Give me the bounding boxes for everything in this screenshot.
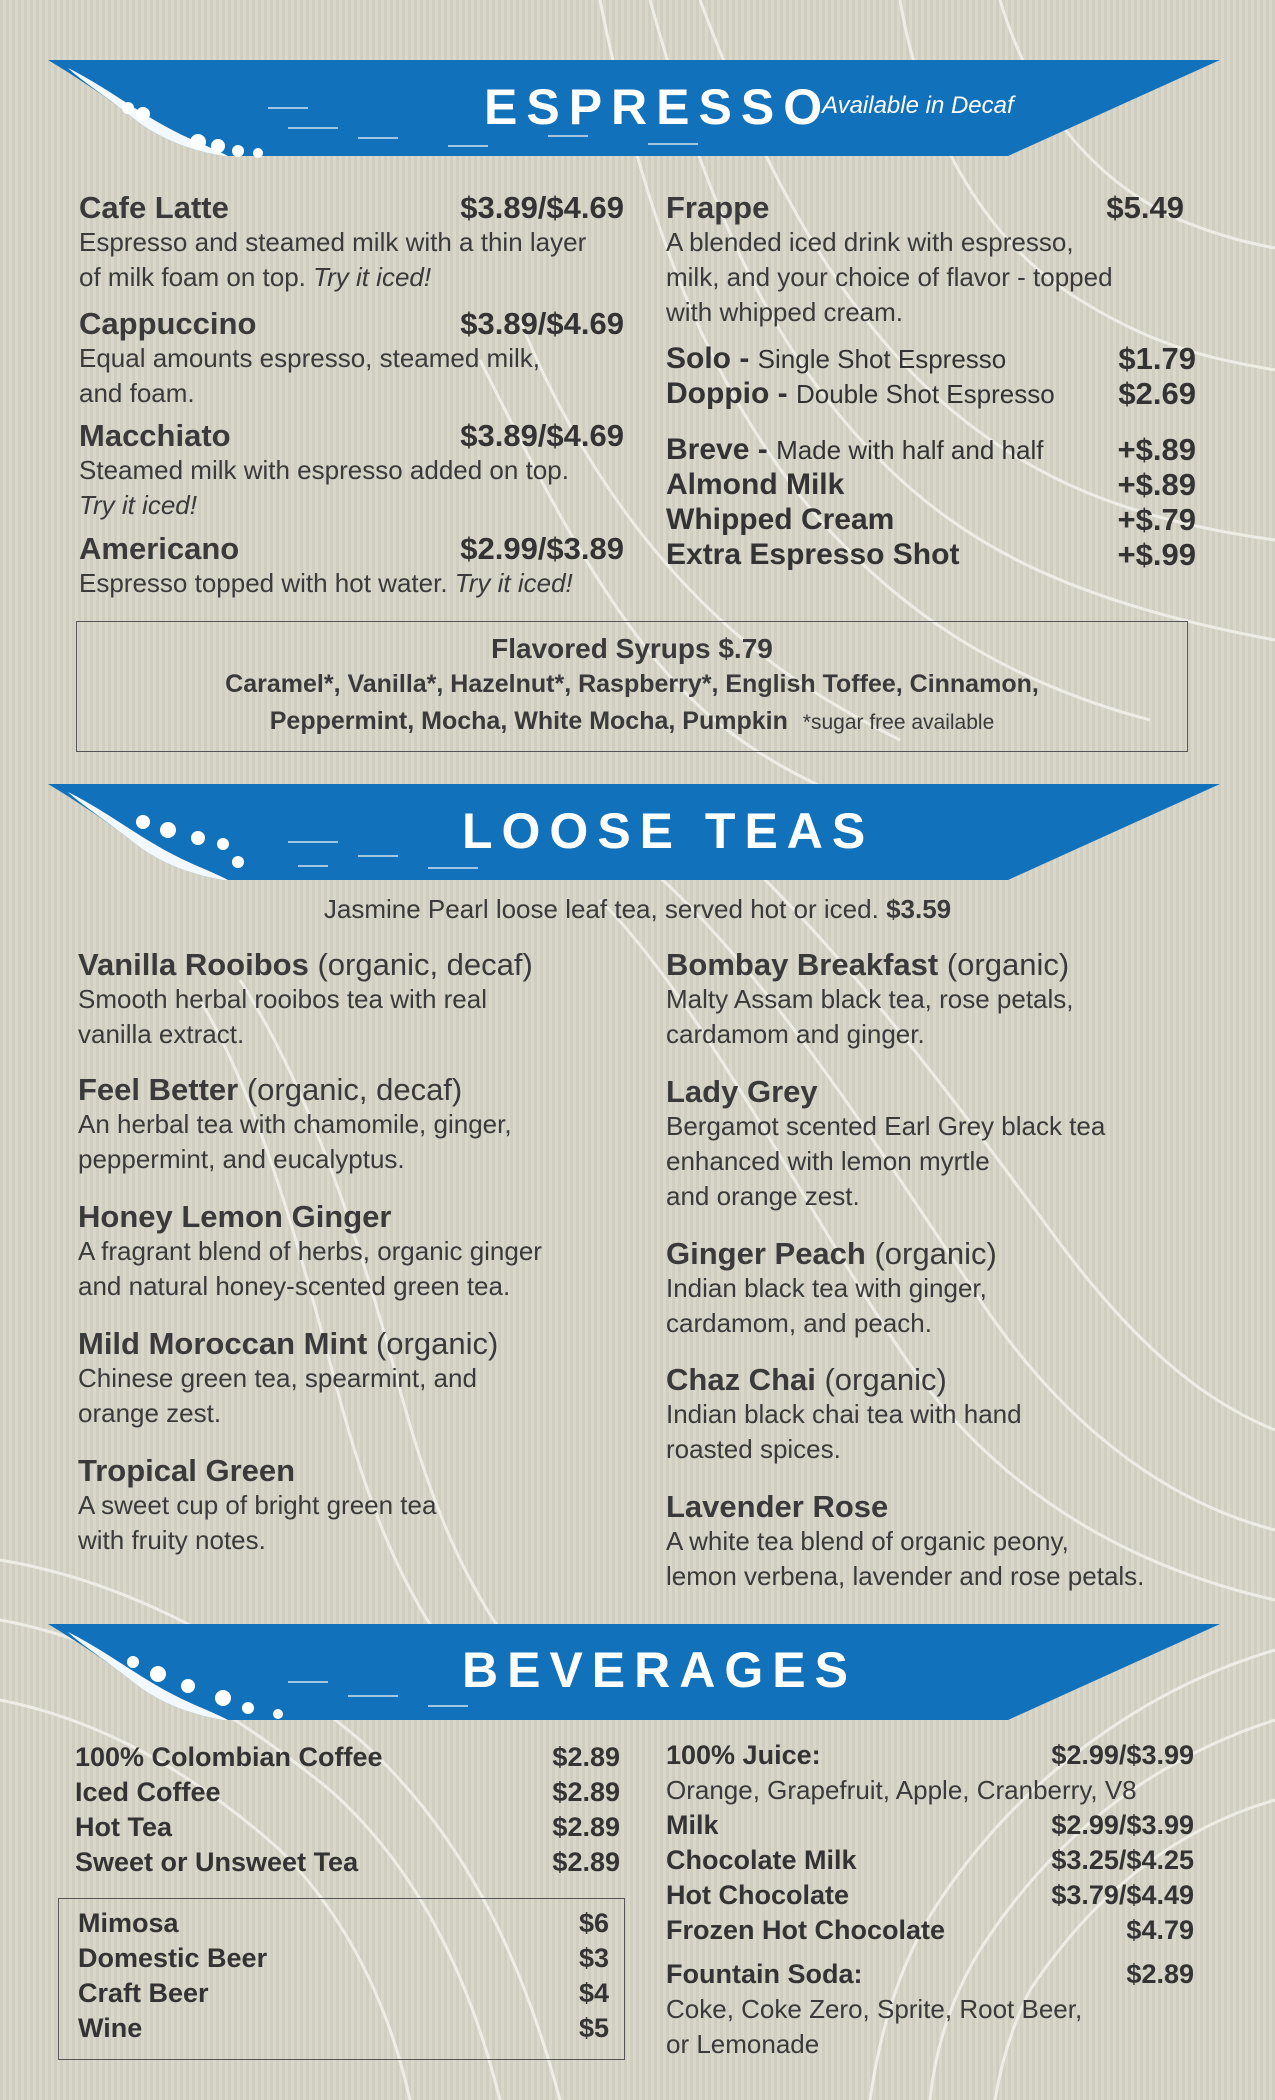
beverage-row: Iced Coffee $2.89 <box>75 1777 620 1807</box>
tea-item: Lady Grey Bergamot scented Earl Grey black tea enhanced with lemon myrtle and orange zest. <box>666 1074 1106 1211</box>
alcohol-box <box>58 1898 625 2060</box>
espresso-item-cappuccino <box>79 306 624 411</box>
espresso-item-macchiato <box>79 418 624 523</box>
beverage-row: Milk $2.99/$3.99 <box>666 1810 1194 1840</box>
tea-item: Mild Moroccan Mint (organic) Chinese green tea, spearmint, and orange zest. <box>78 1326 499 1428</box>
addon-row: Whipped Cream +$.79 <box>666 502 1196 537</box>
item-description: Espresso and steamed milk with a thin layer of milk foam on top. Try it iced! <box>79 227 587 292</box>
teas-intro: Jasmine Pearl loose leaf tea, served hot or iced. $3.59 <box>323 894 952 924</box>
shot-row: Solo - Single Shot Espresso $1.79 <box>666 341 1196 376</box>
tea-item: Chaz Chai (organic) Indian black chai tea with hand roasted spices. <box>666 1362 1022 1464</box>
item-price: $3.89/$4.69 <box>460 190 624 225</box>
juice-row: 100% Juice: $2.99/$3.99 <box>666 1740 1194 1770</box>
soda-row: Fountain Soda: $2.89 <box>666 1959 1194 1989</box>
syrups-title: Flavored Syrups $.79 <box>491 633 773 664</box>
sugar-free-note: *sugar free available <box>802 711 995 734</box>
item-price: $2.99/$3.89 <box>460 531 624 566</box>
item-name: Frappe <box>666 190 770 225</box>
item-name: Macchiato <box>79 418 231 453</box>
item-price: $5.49 <box>1106 190 1184 225</box>
alcohol-row: Wine $5 <box>78 2013 609 2043</box>
item-description: A blended iced drink with espresso, milk, and your choice of flavor - topped with whipped cream. <box>666 227 1113 327</box>
addon-row: Almond Milk +$.89 <box>666 467 1196 502</box>
espresso-item-frappe <box>666 190 1186 330</box>
item-name: Cafe Latte <box>79 190 229 225</box>
alcohol-row: Craft Beer $4 <box>78 1978 609 2008</box>
item-price: $3.89/$4.69 <box>460 418 624 453</box>
beverage-row: Frozen Hot Chocolate $4.79 <box>666 1915 1194 1945</box>
alcohol-row: Domestic Beer $3 <box>78 1943 609 1973</box>
tea-item: Bombay Breakfast (organic) Malty Assam black tea, rose petals, cardamom and ginger. <box>666 947 1074 1049</box>
juice-options: Orange, Grapefruit, Apple, Cranberry, V8 <box>666 1775 1137 1805</box>
tea-item: Feel Better (organic, decaf) An herbal tea with chamomile, ginger, peppermint, and eucalyptus. <box>78 1072 512 1174</box>
flavored-syrups-box <box>76 621 1188 752</box>
tea-item: Ginger Peach (organic) Indian black tea with ginger, cardamom, and peach. <box>666 1236 997 1338</box>
syrups-list-line1: Caramel*, Vanilla*, Hazelnut*, Raspberry*, English Toffee, Cinnamon, <box>225 670 1039 698</box>
item-name: Americano <box>79 531 240 566</box>
tea-item: Vanilla Rooibos (organic, decaf) Smooth herbal rooibos tea with real vanilla extract. <box>78 947 533 1049</box>
tea-item: Honey Lemon Ginger A fragrant blend of herbs, organic ginger and natural honey-scented green tea. <box>78 1199 542 1301</box>
item-price: $3.89/$4.69 <box>460 306 624 341</box>
espresso-addons <box>666 432 1196 572</box>
item-description: Espresso topped with hot water. Try it iced! <box>79 568 573 598</box>
beverages-title: BEVERAGES <box>462 1642 857 1698</box>
espresso-item-americano <box>79 531 624 601</box>
espresso-shots <box>666 341 1196 411</box>
beverages-left-list <box>75 1740 620 1880</box>
addon-row: Breve - Made with half and half +$.89 <box>666 432 1196 467</box>
tea-item: Tropical Green A sweet cup of bright green tea with fruity notes. <box>78 1453 437 1555</box>
alcohol-row: Mimosa $6 <box>78 1908 609 1938</box>
item-name: Cappuccino <box>79 306 257 341</box>
decaf-note: Available in Decaf <box>822 92 1014 119</box>
loose-teas-title: LOOSE TEAS <box>462 803 875 859</box>
beverage-row: Sweet or Unsweet Tea $2.89 <box>75 1847 620 1877</box>
espresso-item-cafe-latte <box>79 190 624 295</box>
addon-row: Extra Espresso Shot +$.99 <box>666 537 1196 572</box>
item-description: Equal amounts espresso, steamed milk, and foam. <box>79 343 540 408</box>
espresso-title: ESPRESSO <box>484 79 832 135</box>
item-description: Steamed milk with espresso added on top. Try it iced! <box>79 455 569 520</box>
beverage-row: Hot Tea $2.89 <box>75 1812 620 1842</box>
tea-item: Lavender Rose A white tea blend of organic peony, lemon verbena, lavender and rose petals. <box>666 1489 1145 1591</box>
soda-options: Coke, Coke Zero, Sprite, Root Beer, or Lemonade <box>666 1994 1083 2059</box>
beverages-right-list <box>666 1738 1194 2062</box>
beverage-row: Hot Chocolate $3.79/$4.49 <box>666 1880 1194 1910</box>
beverage-row: 100% Colombian Coffee $2.89 <box>75 1742 620 1772</box>
syrups-list-line2: Peppermint, Mocha, White Mocha, Pumpkin *sugar free available <box>269 707 995 735</box>
shot-row: Doppio - Double Shot Espresso $2.69 <box>666 376 1196 411</box>
beverage-row: Chocolate Milk $3.25/$4.25 <box>666 1845 1194 1875</box>
